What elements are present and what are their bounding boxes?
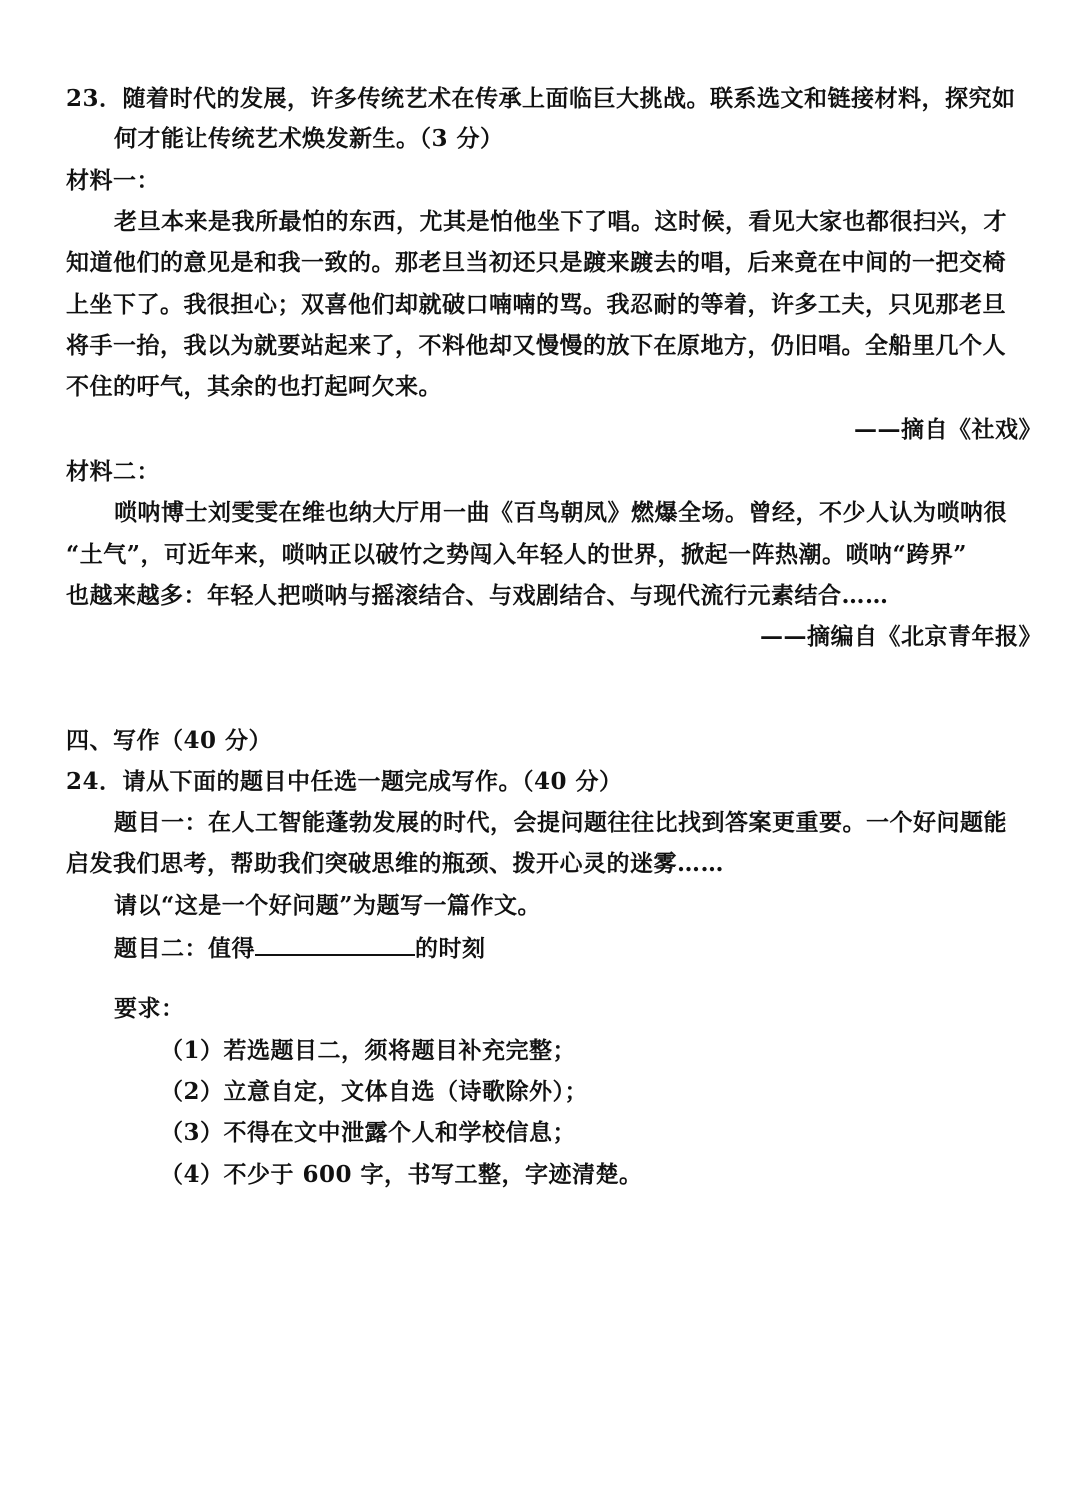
material1-line-2: 知道他们的意见是和我一致的。那老旦当初还只是踱来踱去的唱，后来竟在中间的一把交椅 [66, 249, 1006, 276]
q24-topic2 [114, 932, 486, 964]
requirement-1: （1）若选题目二，须将题目补充完整； [160, 1037, 577, 1064]
material2-line-2: “土气”，可近年来，唢呐正以破竹之势闯入年轻人的世界，掀起一阵热潮。唢呐“跨界” [66, 541, 967, 568]
requirement-3: （3）不得在文中泄露个人和学校信息； [160, 1119, 577, 1146]
material2-heading: 材料二： [66, 458, 160, 485]
material1-line-3: 上坐下了。我很担心；双喜他们却就破口喃喃的骂。我忍耐的等着，许多工夫，只见那老旦 [66, 291, 1006, 318]
material1-heading: 材料一： [66, 167, 160, 194]
material1-line-1: 老旦本来是我所最怕的东西，尤其是怕他坐下了唱。这时候，看见大家也都很扫兴，才 [114, 208, 1007, 235]
material2-source: ——摘编自《北京青年报》 [760, 623, 1042, 650]
q23-line-2: 何才能让传统艺术焕发新生。（3 分） [114, 125, 504, 152]
material1-source: ——摘自《社戏》 [854, 416, 1042, 443]
q24-topic2-prefix: 题目二：值得 [114, 935, 255, 962]
section4-heading: 四、写作（40 分） [66, 727, 273, 754]
q24-topic1-line-2: 启发我们思考，帮助我们突破思维的瓶颈、拨开心灵的迷雾…… [66, 850, 724, 877]
q24-prompt: 24．请从下面的题目中任选一题完成写作。（40 分） [66, 768, 623, 795]
material1-line-5: 不住的吁气，其余的也打起呵欠来。 [66, 373, 442, 400]
material2-line-3: 也越来越多：年轻人把唢呐与摇滚结合、与戏剧结合、与现代流行元素结合…… [66, 582, 889, 609]
q23-line-1: 23．随着时代的发展，许多传统艺术在传承上面临巨大挑战。联系选文和链接材料，探究如 [66, 85, 1016, 112]
q24-topic1-instruction: 请以“这是一个好问题”为题写一篇作文。 [114, 892, 541, 919]
material2-line-1: 唢呐博士刘雯雯在维也纳大厅用一曲《百鸟朝凤》燃爆全场。曾经，不少人认为唢呐很 [114, 499, 1007, 526]
requirement-2: （2）立意自定，文体自选（诗歌除外）； [160, 1078, 589, 1105]
material1-line-4: 将手一抬，我以为就要站起来了，不料他却又慢慢的放下在原地方，仍旧唱。全船里几个人 [66, 332, 1006, 359]
q24-topic2-suffix: 的时刻 [415, 935, 486, 962]
q24-topic1-line-1: 题目一：在人工智能蓬勃发展的时代，会提问题往往比找到答案更重要。一个好问题能 [114, 809, 1007, 836]
q24-topic2-blank [255, 932, 415, 956]
requirements-heading: 要求： [114, 995, 185, 1022]
requirement-4: （4）不少于 600 字，书写工整，字迹清楚。 [160, 1161, 643, 1188]
